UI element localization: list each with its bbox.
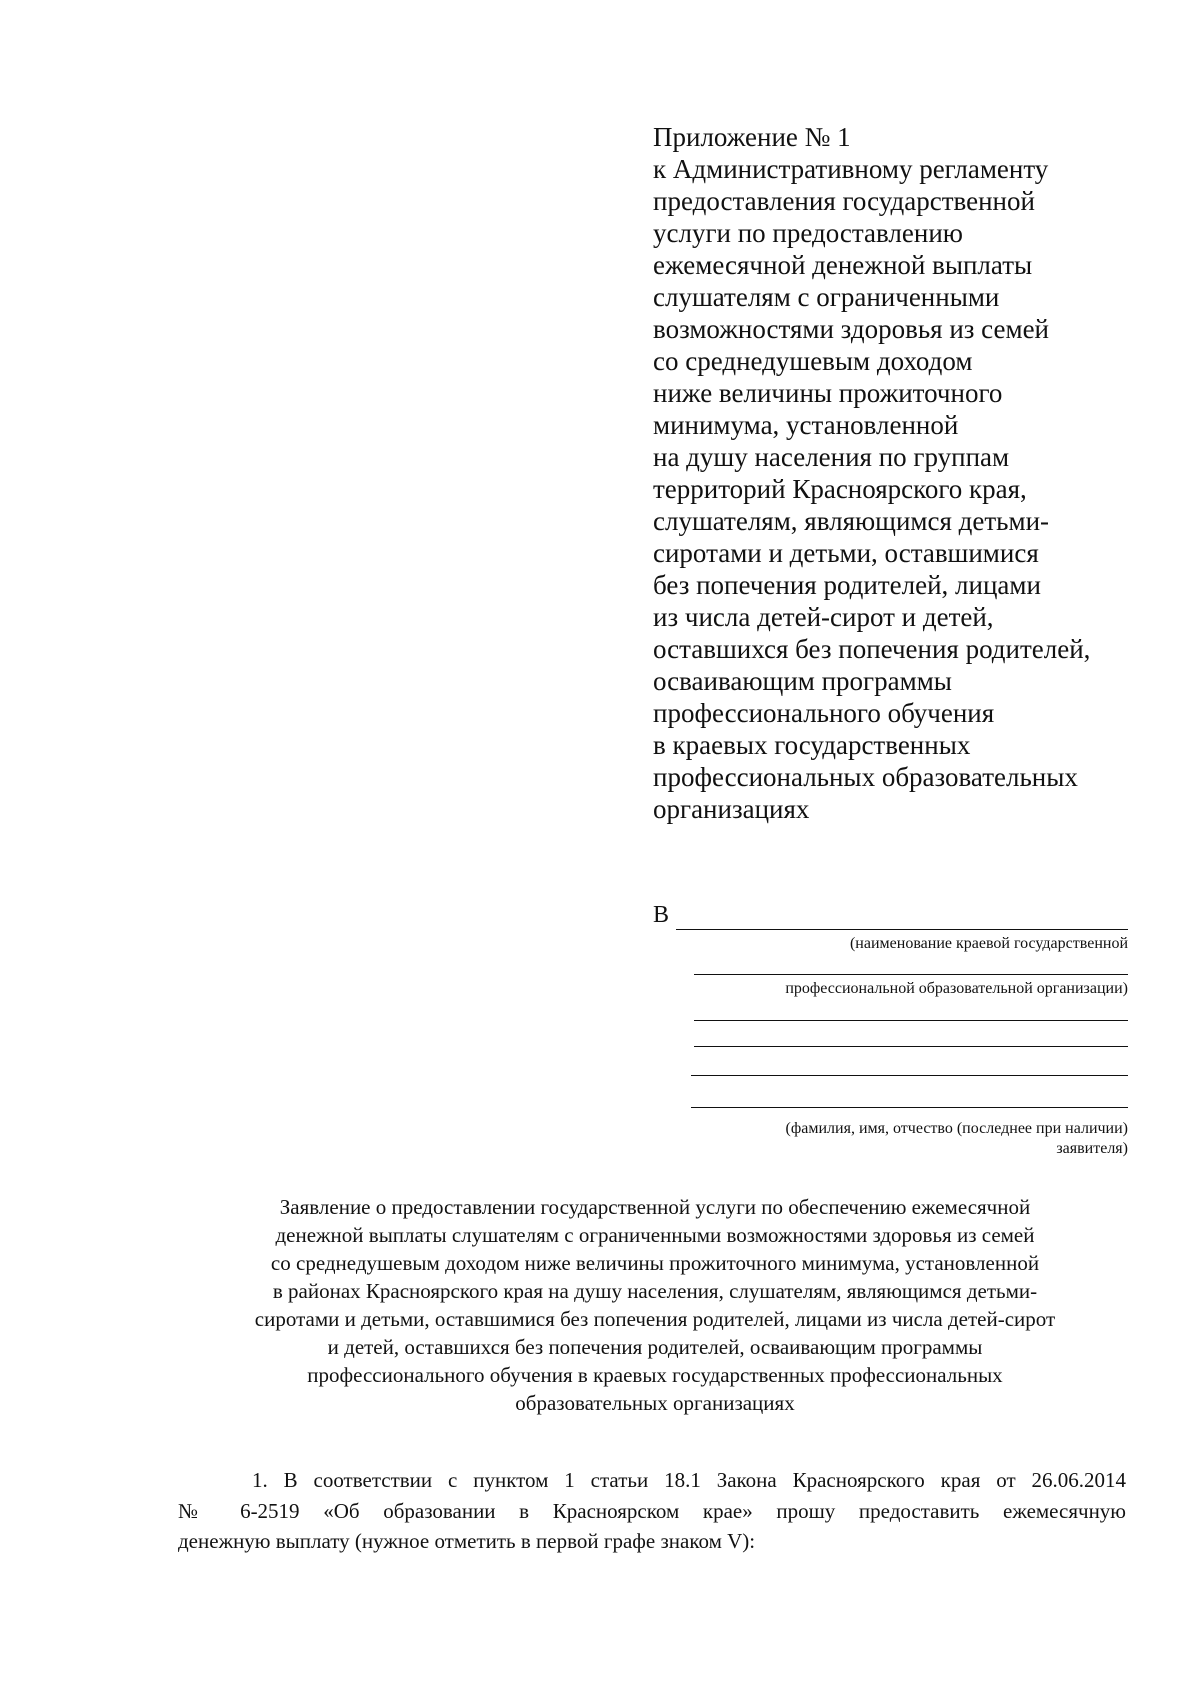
appendix-line: территорий Красноярского края,	[653, 474, 1027, 504]
appendix-header	[653, 121, 1173, 825]
appendix-line: в краевых государственных	[653, 730, 971, 760]
addressee-prefix: В	[653, 902, 670, 928]
title-line: денежной выплаты слушателям с ограниченными возможностями здоровья из семей	[275, 1223, 1035, 1247]
title-line: профессионального обучения в краевых государственных профессиональных	[307, 1363, 1003, 1387]
appendix-line: сиротами и детьми, оставшимися	[653, 538, 1039, 568]
applicant-name-field-3[interactable]	[691, 1075, 1128, 1076]
appendix-line: Приложение № 1	[653, 122, 851, 152]
appendix-line: ниже величины прожиточного	[653, 378, 1003, 408]
appendix-line: предоставления государственной	[653, 186, 1035, 216]
appendix-line: профессиональных образовательных	[653, 762, 1078, 792]
statement-title	[190, 1193, 1120, 1417]
applicant-name-field-1[interactable]	[694, 1020, 1128, 1021]
appendix-line: профессионального обучения	[653, 698, 995, 728]
appendix-line: на душу населения по группам	[653, 442, 1010, 472]
appendix-line: со среднедушевым доходом	[653, 346, 973, 376]
appendix-line: слушателям с ограниченными	[653, 282, 1000, 312]
paragraph-1	[178, 1465, 1126, 1557]
appendix-line: организациях	[653, 794, 810, 824]
appendix-line: ежемесячной денежной выплаты	[653, 250, 1033, 280]
name-caption-2: заявителя)	[1056, 1140, 1128, 1157]
applicant-name-field-4[interactable]	[691, 1107, 1128, 1108]
org-name-field-2[interactable]	[694, 974, 1128, 975]
appendix-line: оставшихся без попечения родителей,	[653, 634, 1091, 664]
paragraph-line: № 6-2519 «Об образовании в Красноярском крае» прошу предоставить ежемесячную	[178, 1498, 1126, 1523]
appendix-line: услуги по предоставлению	[653, 218, 963, 248]
title-line: Заявление о предоставлении государственной услуги по обеспечению ежемесячной	[279, 1195, 1031, 1219]
title-line: со среднедушевым доходом ниже величины прожиточного минимума, установленной	[270, 1251, 1040, 1275]
applicant-name-field-2[interactable]	[694, 1046, 1128, 1047]
title-line: в районах Красноярского края на душу населения, слушателям, являющимся детьми-	[272, 1279, 1038, 1303]
title-line: образовательных организациях	[515, 1391, 795, 1415]
org-caption-2: профессиональной образовательной организации)	[785, 980, 1128, 997]
paragraph-line: 1. В соответствии с пунктом 1 статьи 18.1 Закона Красноярского края от 26.06.2014	[252, 1468, 1126, 1492]
paragraph-line: денежную выплату (нужное отметить в первой графе знаком V):	[178, 1529, 756, 1553]
appendix-line: возможностями здоровья из семей	[653, 314, 1049, 344]
org-name-field[interactable]	[676, 929, 1128, 930]
org-caption-1: (наименование краевой государственной	[849, 935, 1128, 952]
appendix-line: слушателям, являющимся детьми-	[653, 506, 1050, 536]
appendix-line: к Административному регламенту	[653, 154, 1049, 184]
title-line: и детей, оставшихся без попечения родителей, осваивающим программы	[327, 1335, 983, 1359]
appendix-line: минимума, установленной	[653, 410, 959, 440]
appendix-line: осваивающим программы	[653, 666, 952, 696]
appendix-line: из числа детей-сирот и детей,	[653, 602, 994, 632]
appendix-line: без попечения родителей, лицами	[653, 570, 1041, 600]
title-line: сиротами и детьми, оставшимися без попечения родителей, лицами из числа детей-сирот	[254, 1307, 1056, 1331]
name-caption-1: (фамилия, имя, отчество (последнее при наличии)	[785, 1120, 1128, 1137]
